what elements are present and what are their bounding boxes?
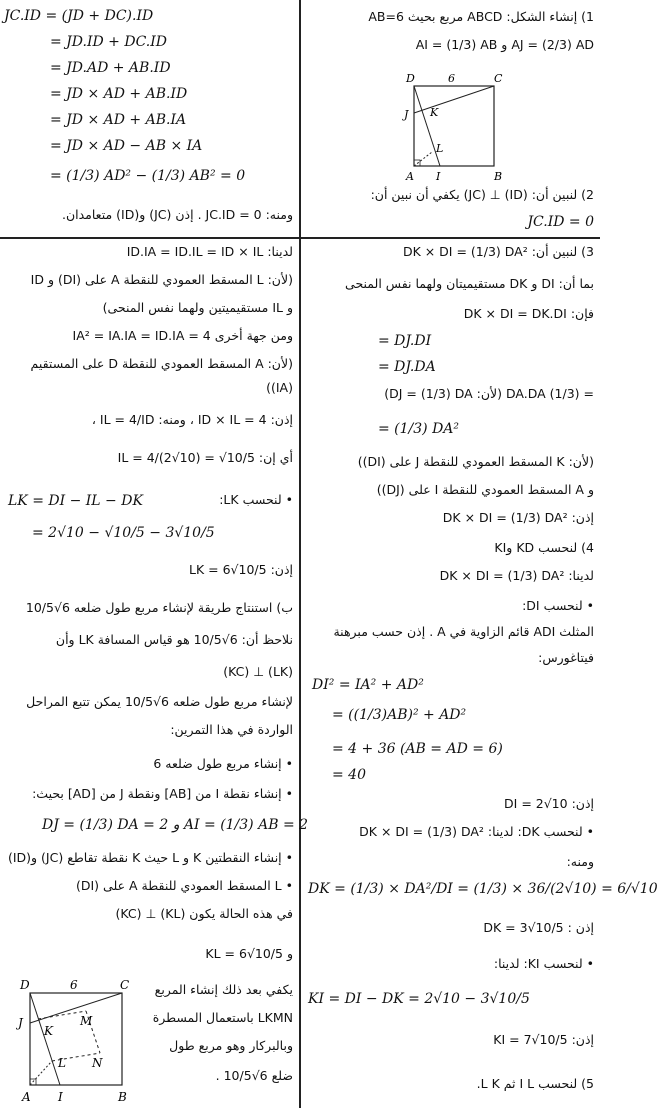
text-line: • إنشاء النقطتين K و L حيث K نقطة تقاطع (JC) و(ID) bbox=[7, 850, 293, 865]
text-line: • لنحسب DK: لدينا: DK × DI = (1/3) DA² bbox=[359, 824, 594, 839]
text-line: فيتاغورس: bbox=[538, 650, 594, 665]
text-line: و KL = 6√10/5 bbox=[205, 946, 293, 961]
equation-line: = DJ.DI bbox=[378, 333, 432, 349]
text-line: • لنحسب DI: bbox=[522, 598, 594, 613]
text-line: إذن: DI = 2√10 bbox=[504, 796, 594, 811]
label-B: B bbox=[494, 170, 503, 183]
label-6: 6 bbox=[448, 72, 455, 85]
text-line: • لنحسب KI: لدينا: bbox=[493, 956, 594, 971]
text-line: (لأن: L المسقط العمودي للنقطة A على (DI) و ID bbox=[30, 272, 293, 287]
square-figure-bottom bbox=[8, 977, 134, 1105]
text-line: • إنشاء مربع طول ضلعه 6 bbox=[153, 756, 293, 771]
text-line: (لأن: K المسقط العمودي للنقطة J على (DI)) bbox=[357, 454, 594, 469]
equation-line: = 2√10 − √10/5 − 3√10/5 bbox=[32, 525, 215, 541]
label-M: M bbox=[80, 1014, 93, 1028]
equation-line: = ((1/3)AB)² + AD² bbox=[332, 707, 467, 723]
text-line: = (1/3) DA.DA (لأن: DJ = (1/3) DA) bbox=[384, 386, 594, 401]
equation-line: = JD × AD + AB.IA bbox=[50, 112, 187, 128]
label-N: N bbox=[92, 1056, 103, 1070]
equation-line: JC.ID = (JD + DC).ID bbox=[4, 8, 154, 24]
text-line: LKMN باستعمال المسطرة bbox=[152, 1010, 293, 1025]
label-K: K bbox=[430, 106, 439, 119]
text-line: 1) إنشاء الشكل: ABCD مربع بحيث AB=6 bbox=[368, 9, 594, 24]
text-line: JC.ID = 0 bbox=[527, 214, 594, 230]
text-line: • إنشاء نقطة I من [AB] ونقطة J من [AD] بحيث: bbox=[32, 786, 293, 801]
text-line: (IA)) bbox=[266, 380, 293, 395]
text-line: وبالبركار وهو مربع طول bbox=[169, 1038, 293, 1053]
text-line: و A المسقط العمودي للنقطة I على (DJ)) bbox=[376, 482, 594, 497]
equation-line: DK = (1/3) × DA²/DI = (1/3) × 36/(2√10) = 6/√10 bbox=[308, 881, 658, 897]
top-left-section bbox=[2, 2, 297, 236]
text-line: 4) لنحسب KD وKI bbox=[494, 540, 594, 555]
label-C: C bbox=[120, 978, 130, 992]
label-J: J bbox=[18, 1016, 23, 1030]
text-line: 2) لنبين أن: (ID) ⊥ (JC) يكفي أن نبين أن: bbox=[370, 187, 594, 202]
bottom-right-section bbox=[302, 241, 658, 1107]
text-line: • لنحسب LK: bbox=[219, 492, 293, 507]
equation-line: = JD.AD + AB.ID bbox=[50, 60, 171, 76]
label-J: J bbox=[404, 108, 409, 121]
text-line: إذن: ID × IL = 4 ، ومنه: IL = 4/ID ، bbox=[91, 412, 293, 427]
equation-line: DI² = IA² + AD² bbox=[312, 677, 424, 693]
text-line: • L المسقط العمودي للنقطة A على (DI) bbox=[75, 878, 293, 893]
text-line: ومنه: bbox=[566, 854, 594, 869]
equation-line: = (1/3) AD² − (1/3) AB² = 0 bbox=[50, 168, 246, 184]
text-line: و IL مستقيميتين ولهما نفس المنحى) bbox=[102, 300, 293, 315]
equation-line: = JD × AD − AB × IA bbox=[50, 138, 203, 154]
text-line: فإن: DK × DI = DK.DI bbox=[463, 306, 594, 321]
label-D: D bbox=[20, 978, 30, 992]
label-A: A bbox=[406, 170, 414, 183]
text-line: إذن : DK = 3√10/5 bbox=[483, 920, 594, 935]
equation-line: = JD.ID + DC.ID bbox=[50, 34, 167, 50]
text-line: أي إن: IL = 4/(2√10) = √10/5 bbox=[117, 450, 293, 465]
equation-line: = DJ.DA bbox=[378, 359, 436, 375]
text-line: لدينا: ID.IA = ID.IL = ID × IL bbox=[126, 244, 293, 259]
column-divider bbox=[299, 0, 301, 1108]
label-A: A bbox=[22, 1090, 31, 1104]
text-line: (LK) ⊥ (KC) bbox=[223, 664, 293, 679]
text-line: إذن: DK × DI = (1/3) DA² bbox=[442, 510, 594, 525]
text-line: نلاحظ أن: 6√10/5 هو قياس المسافة LK وأن bbox=[55, 632, 293, 647]
text-line: المثلث ADI قائم الزاوية في A . إذن حسب مبرهنة bbox=[333, 624, 594, 639]
text-line: يكفي بعد ذلك إنشاء المربع bbox=[154, 982, 293, 997]
label-K: K bbox=[44, 1024, 53, 1038]
text-line: لدينا: DK × DI = (1/3) DA² bbox=[439, 568, 594, 583]
equation-line: = (1/3) DA² bbox=[378, 421, 460, 437]
label-I: I bbox=[58, 1090, 63, 1104]
square-figure-top bbox=[398, 64, 508, 186]
text-line: ضلع 6√10/5 . bbox=[215, 1068, 293, 1083]
text-line: بما أن: DI و DK مستقيميتان ولهما نفس المنحى bbox=[345, 276, 594, 291]
label-D: D bbox=[406, 72, 415, 85]
equation-line: LK = DI − IL − DK bbox=[8, 493, 143, 509]
label-6: 6 bbox=[70, 978, 78, 992]
text-line: ومنه: JC.ID = 0 . إذن (JC) و(ID) متعامدان. bbox=[61, 207, 293, 222]
equation-line: = 4 + 36 (AB = AD = 6) bbox=[332, 741, 503, 757]
label-I: I bbox=[436, 170, 441, 183]
equation-line: = JD × AD + AB.ID bbox=[50, 86, 188, 102]
text-line: في هذه الحالة يكون (KL) ⊥ (KC) bbox=[115, 906, 293, 921]
label-L: L bbox=[436, 142, 444, 155]
text-line: ب) استنتاج طريقة لإنشاء مربع طول ضلعه 6√10/5 bbox=[25, 600, 293, 615]
label-C: C bbox=[494, 72, 503, 85]
bottom-left-section bbox=[2, 241, 309, 1107]
text-line: لإنشاء مربع طول ضلعه 6√10/5 يمكن تتبع المراحل bbox=[26, 694, 293, 709]
text-line: (لأن: A المسقط العمودي للنقطة D على المستقيم bbox=[30, 356, 293, 371]
equation-line: DJ = (1/3) DA = 2 و AI = (1/3) AB = 2 bbox=[42, 817, 309, 833]
text-line: ومن جهة أخرى 4 = IA² = IA.IA = ID.IA bbox=[72, 328, 293, 343]
text-line: AJ = (2/3) AD و AI = (1/3) AB bbox=[415, 37, 594, 52]
section-divider bbox=[0, 237, 600, 239]
equation-line: KI = DI − DK = 2√10 − 3√10/5 bbox=[308, 991, 530, 1007]
equation-line: = 40 bbox=[332, 767, 366, 783]
text-line: إذن: LK = 6√10/5 bbox=[189, 562, 293, 577]
text-line: 5) لنحسب I L ثم L K. bbox=[476, 1076, 594, 1091]
label-L: L bbox=[58, 1056, 66, 1070]
text-line: إذن: KI = 7√10/5 bbox=[493, 1032, 594, 1047]
top-right-section bbox=[302, 2, 598, 236]
text-line: الواردة في هذا التمرين: bbox=[170, 722, 293, 737]
text-line: 3) لنبين أن: DK × DI = (1/3) DA² bbox=[402, 244, 594, 259]
label-B: B bbox=[118, 1090, 127, 1104]
